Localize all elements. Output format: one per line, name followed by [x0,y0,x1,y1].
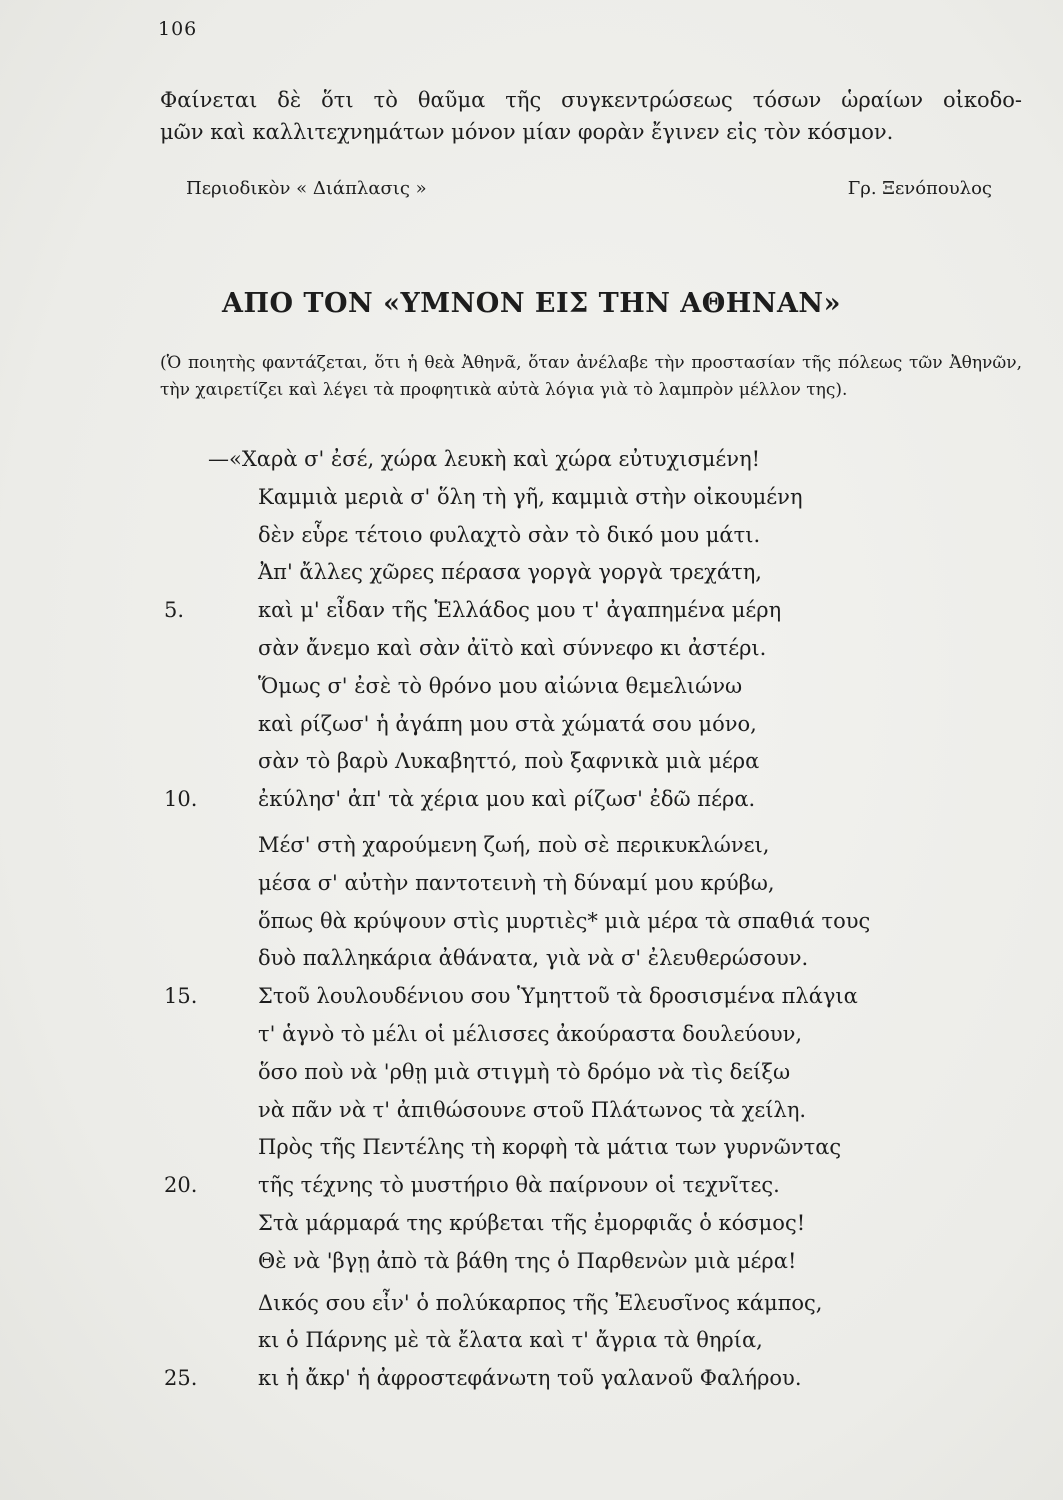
verse-line [0,787,1063,825]
verse-line [0,674,1063,712]
verse-text: σὰν ἄνεμο καὶ σὰν ἀϊτὸ καὶ σύννεφο κι ἀστέρι. [258,636,767,660]
verse-text: ἐκύλησ' ἀπ' τὰ χέρια μου καὶ ρίζωσ' ἐδῶ πέρα. [258,787,756,812]
verse-text: τ' ἁγνὸ τὸ μέλι οἱ μέλισσες ἀκούραστα δουλεύουν, [258,1022,803,1046]
verse-text: Στοῦ λουλουδένιου σου Ὑμηττοῦ τὰ δροσισμένα πλάγια [258,984,858,1009]
verse-number: 10. [164,787,198,812]
source-citation [186,178,992,199]
verse-line [0,523,1063,561]
verse-text: κι ὁ Πάρνης μὲ τὰ ἔλατα καὶ τ' ἄγρια τὰ θηρία, [258,1328,763,1353]
source-periodical: Περιοδικὸν « Διάπλασις » [186,178,427,199]
poem-note-text: (Ὁ ποιητὴς φαντάζεται, ὅτι ἡ θεὰ Ἀθηνᾶ, ὅταν ἀνέλαβε τὴν προστασίαν τῆς πόλεως τῶν Ἀθηνῶν, τὴν χαιρετίζει καὶ λέγει τὰ προφητικὰ αὐτὰ λόγια γιὰ τὸ λαμπρὸν μέλλον της). [160,353,1022,400]
verse-text: Ἀπ' ἄλλες χῶρες πέρασα γοργὰ γοργὰ τρεχάτη, [258,560,762,585]
verse-text: Πρὸς τῆς Πεντέλης τὴ κορφὴ τὰ μάτια των γυρνῶντας [258,1135,842,1160]
verse-text: καὶ ρίζωσ' ἡ ἀγάπη μου στὰ χώματά σου μόνο, [258,711,757,736]
verse-line [0,1291,1063,1329]
verse-line [0,485,1063,523]
verse-line [0,1211,1063,1249]
verse-line [0,1249,1063,1287]
verse-text: μέσα σ' αὐτὴν παντοτεινὴ τὴ δύναμί μου κρύβω, [258,870,775,895]
verse-line [0,1135,1063,1173]
verse-line [0,1173,1063,1211]
intro-line: μῶν καὶ καλλιτεχνημάτων μόνον μίαν φορὰν ἔγινεν εἰς τὸν κόσμον. [160,120,894,144]
verse-text: καὶ μ' εἶδαν τῆς Ἑλλάδος μου τ' ἀγαπημένα μέρη [258,598,782,623]
verse-text: νὰ πᾶν νὰ τ' ἀπιθώσουνε στοῦ Πλάτωνος τὰ χείλη. [258,1097,807,1122]
verse-text: Θὲ νὰ 'βγῃ ἀπὸ τὰ βάθη της ὁ Παρθενὼν μιὰ μέρα! [258,1248,797,1273]
verse-line [0,447,1063,485]
verse-text: Ὅμως σ' ἐσὲ τὸ θρόνο μου αἰώνια θεμελιώνω [258,673,743,698]
verse-text: δυὸ παλληκάρια ἀθάνατα, γιὰ νὰ σ' ἐλευθερώσουν. [258,946,809,971]
poem-title: ΑΠΟ ΤΟΝ «ΥΜΝΟΝ ΕΙΣ ΤΗΝ ΑΘΗΝΑΝ» [222,288,841,319]
verse-text: δὲν εὗρε τέτοιο φυλαχτὸ σὰν τὸ δικό μου μάτι. [258,522,761,547]
page-number: 106 [158,18,198,40]
verse-line [0,560,1063,598]
verse-text: τῆς τέχνης τὸ μυστήριο θὰ παίρνουν οἱ τεχνῖτες. [258,1173,780,1198]
verse-text: —«Χαρὰ σ' ἐσέ, χώρα λευκὴ καὶ χώρα εὐτυχισμένη! [208,447,761,471]
intro-paragraph [160,84,1022,148]
verse-number: 5. [164,598,185,623]
verse-text: ὅσο ποὺ νὰ 'ρθῃ μιὰ στιγμὴ τὸ δρόμο νὰ τὶς δείξω [258,1059,791,1084]
verse-line [0,1098,1063,1136]
verse-line [0,909,1063,947]
verse-line [0,636,1063,674]
verse-line [0,871,1063,909]
verse-text: σὰν τὸ βαρὺ Λυκαβηττό, ποὺ ξαφνικὰ μιὰ μέρα [258,749,760,774]
verse-text: ὅπως θὰ κρύψουν στὶς μυρτιὲς* μιὰ μέρα τὰ σπαθιά τους [258,908,871,933]
verse-line [0,1366,1063,1404]
verse-line [0,749,1063,787]
verse-text: Μέσ' στὴ χαρούμενη ζωή, ποὺ σὲ περικυκλώνει, [258,833,770,857]
intro-line: Φαίνεται δὲ ὅτι τὸ θαῦμα τῆς συγκεντρώσεως τόσων ὡραίων οἰκοδο- [160,88,1022,112]
verse-line [0,984,1063,1022]
verse-number: 25. [164,1366,198,1391]
verse-line [0,946,1063,984]
verse-line [0,1060,1063,1098]
verse-text: Στὰ μάρμαρά της κρύβεται τῆς ἐμορφιᾶς ὁ κόσμος! [258,1211,806,1235]
verse-line [0,598,1063,636]
verse-line [0,833,1063,871]
verse-text: Καμμιὰ μεριὰ σ' ὅλη τὴ γῆ, καμμιὰ στὴν οἰκουμένη [258,484,803,509]
verse-line [0,1328,1063,1366]
verse-line [0,1022,1063,1060]
verse-line [0,712,1063,750]
verse-text: Δικός σου εἶν' ὁ πολύκαρπος τῆς Ἐλευσῖνος κάμπος, [258,1290,823,1315]
poem-note [160,350,1022,404]
verse-number: 20. [164,1173,198,1198]
verse-number: 15. [164,984,198,1009]
source-author: Γρ. Ξενόπουλος [847,178,992,199]
verse-text: κι ἡ ἄκρ' ἡ ἀφροστεφάνωτη τοῦ γαλανοῦ Φαλήρου. [258,1366,802,1391]
